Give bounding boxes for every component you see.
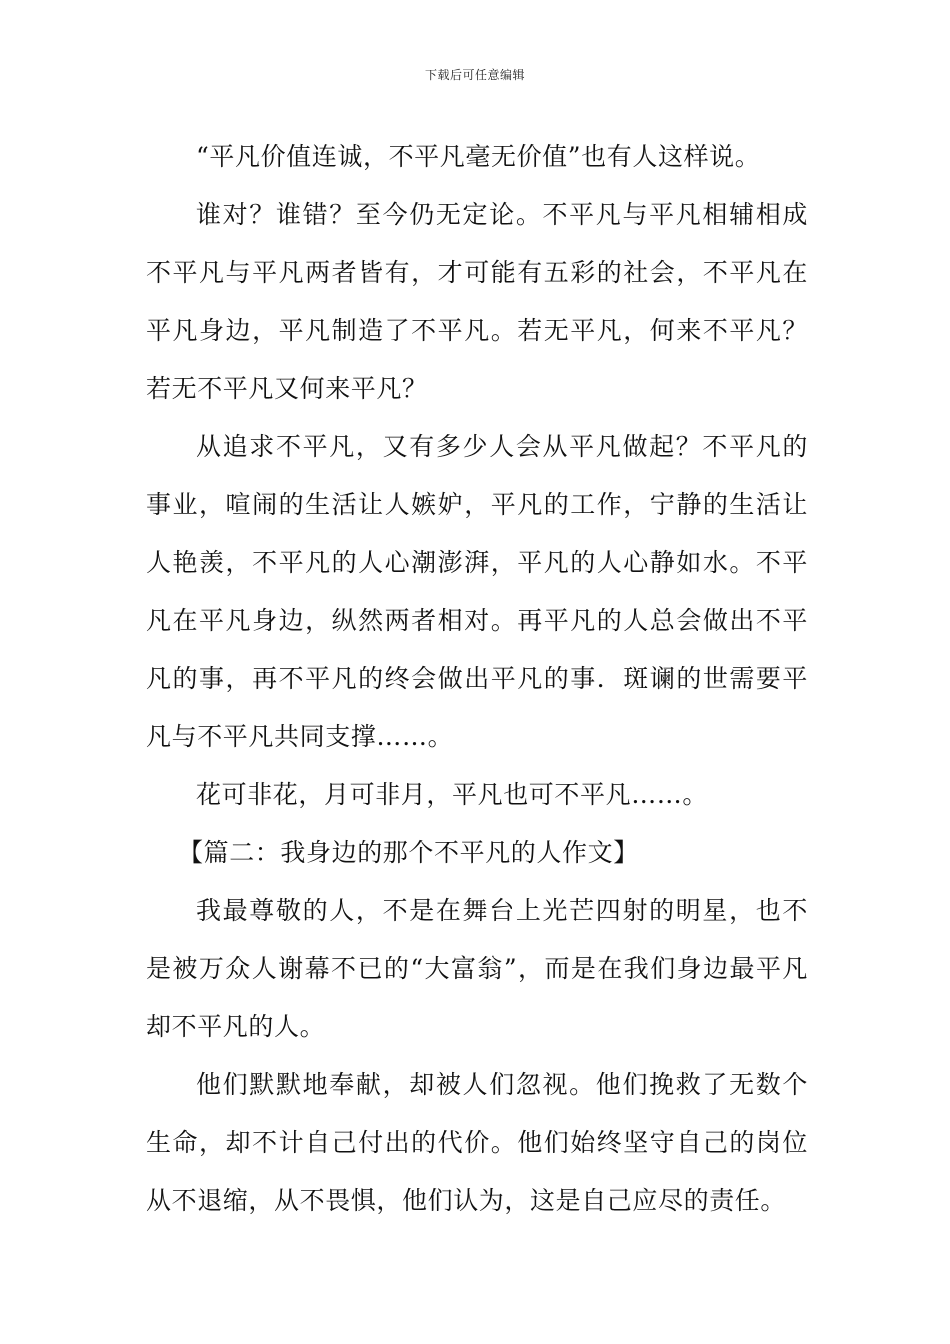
paragraph-1: “平凡价值连诚，不平凡毫无价值”也有人这样说。 (196, 142, 761, 171)
paragraph-6: 他们默默地奉献，却被人们忽视。他们挽救了无数个生命，却不计自己付出的代价。他们始终坚守自己的岗位从不退缩，从不畏惧，他们认为，这是自己应尽的责任。 (146, 1070, 808, 1215)
paragraph-3: 从追求不平凡，又有多少人会从平凡做起？不平凡的事业，喧闹的生活让人嫉妒，平凡的工作，宁静的生活让人艳羡，不平凡的人心潮澎湃，平凡的人心静如水。不平凡在平凡身边，纵然两者相对。再平凡的人总会做出不平凡的事，再不平凡的终会做出平凡的事．斑谰的世需要平凡与不平凡共同支撑……。 (146, 432, 808, 751)
document-body (146, 128, 808, 1230)
paragraph-5: 我最尊敬的人，不是在舞台上光芒四射的明星，也不是被万众人谢幕不已的“大富翁”，而是在我们身边最平凡却不平凡的人。 (146, 896, 808, 1041)
page-header-note: 下载后可任意编辑 (424, 68, 525, 82)
paragraph-4: 花可非花，月可非月，平凡也可不平凡……。 (196, 780, 709, 809)
section-heading: 【篇二：我身边的那个不平凡的人作文】 (178, 838, 639, 867)
paragraph-2: 谁对？谁错？至今仍无定论。不平凡与平凡相辅相成不平凡与平凡两者皆有，才可能有五彩的社会，不平凡在平凡身边，平凡制造了不平凡。若无平凡，何来不平凡？若无不平凡又何来平凡？ (146, 200, 808, 403)
